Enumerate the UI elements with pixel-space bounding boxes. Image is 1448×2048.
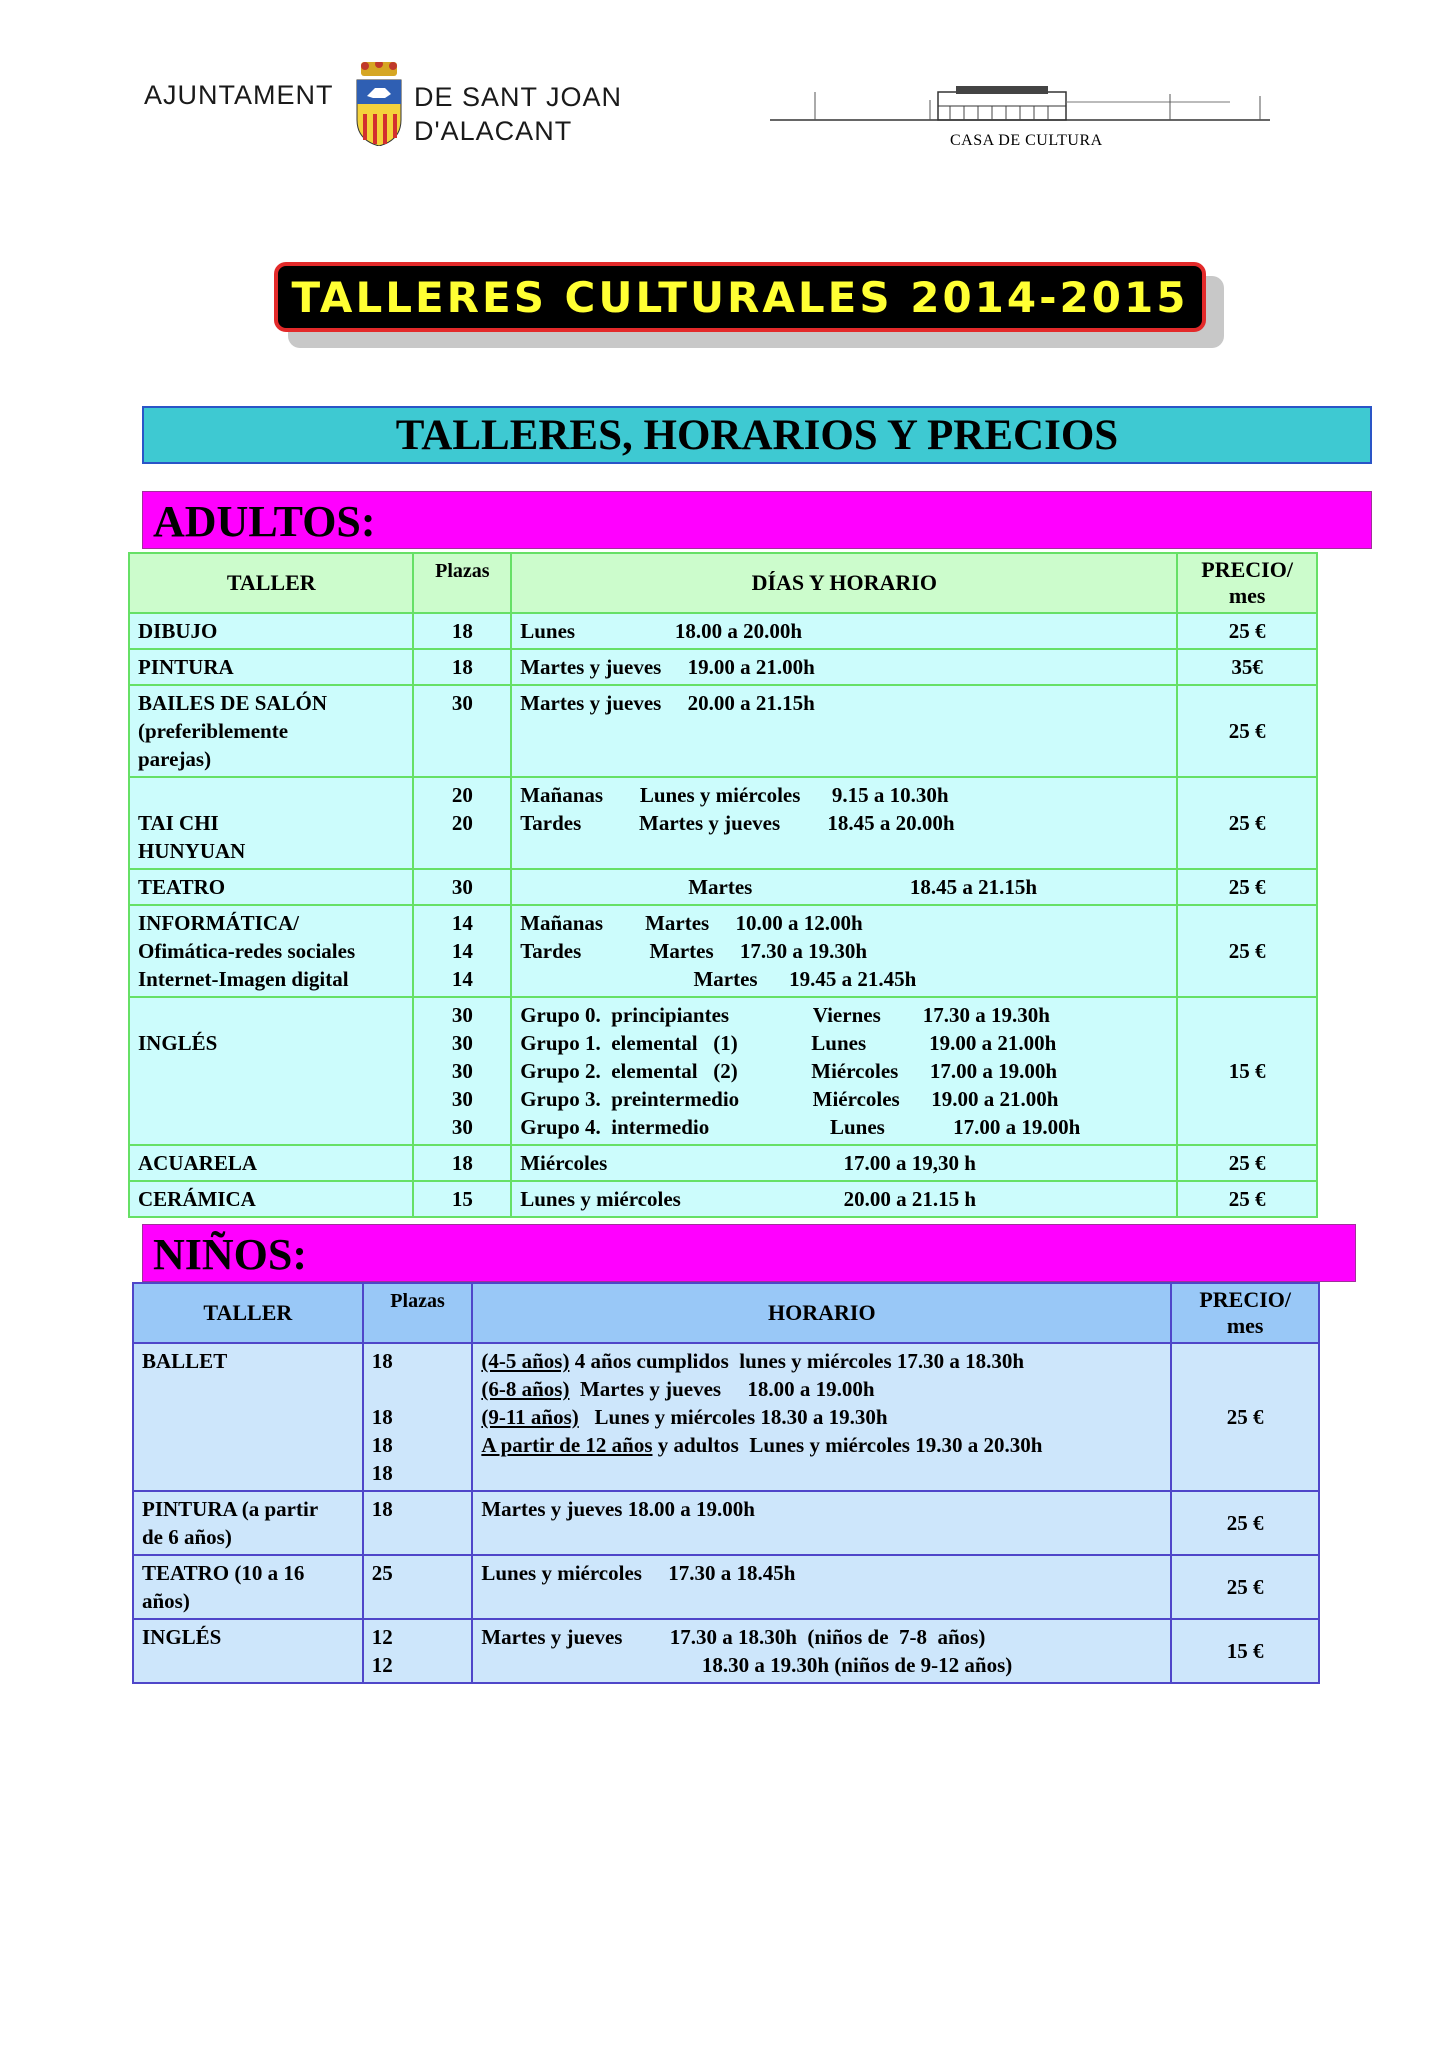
cell-line: Martes y jueves 19.00 a 21.00h xyxy=(520,655,815,679)
cell-line: 15 xyxy=(451,1187,473,1211)
cell-line: 20 xyxy=(451,783,473,807)
table-row xyxy=(129,685,1317,777)
cell-line: INFORMÁTICA/ xyxy=(138,911,299,935)
cell-plazas xyxy=(413,997,511,1145)
cell-line: (preferiblemente xyxy=(138,719,289,743)
cell-taller xyxy=(129,1145,413,1181)
adultos-label: ADULTOS: xyxy=(153,497,376,546)
cell-horario xyxy=(472,1491,1171,1555)
cell-line: BAILES DE SALÓN xyxy=(138,691,328,715)
table-row xyxy=(129,1181,1317,1217)
cell-plazas xyxy=(413,1181,511,1217)
age-group-label: (9-11 años) xyxy=(481,1405,579,1429)
table-row xyxy=(129,869,1317,905)
ninos-header-row xyxy=(133,1283,1319,1343)
table-row xyxy=(133,1619,1319,1683)
cell-line: 12 xyxy=(371,1653,393,1677)
cell-precio: 25 € xyxy=(1177,1145,1317,1181)
ajuntament-logo xyxy=(144,62,634,152)
cell-line: Grupo 0. principiantes Viernes 17.30 a 19.30h xyxy=(520,1003,1050,1027)
header-precio: PRECIO/ mes xyxy=(1171,1283,1319,1343)
cell-line: 14 xyxy=(451,939,473,963)
cell-precio: 25 € xyxy=(1177,1181,1317,1217)
cell-line: 18 xyxy=(371,1433,393,1457)
table-row xyxy=(129,777,1317,869)
cell-taller xyxy=(129,685,413,777)
cell-line: 12 xyxy=(371,1625,393,1649)
table-row xyxy=(133,1555,1319,1619)
cell-line: 18.30 a 19.30h (niños de 9-12 años) xyxy=(481,1653,1013,1677)
cell-line: años) xyxy=(142,1589,190,1613)
ninos-section-bar xyxy=(142,1224,1356,1282)
adultos-header-row xyxy=(129,553,1317,613)
cell-line: 30 xyxy=(451,875,473,899)
ninos-label: NIÑOS: xyxy=(153,1230,308,1279)
cell-taller xyxy=(129,777,413,869)
cell-taller xyxy=(133,1555,363,1619)
cell-taller xyxy=(129,1181,413,1217)
age-group-label: (6-8 años) xyxy=(481,1377,570,1401)
cell-horario xyxy=(511,777,1177,869)
table-row xyxy=(133,1491,1319,1555)
cell-plazas xyxy=(363,1343,473,1491)
cell-line: CERÁMICA xyxy=(138,1187,256,1211)
cell-line: 18 xyxy=(451,619,473,643)
table-row xyxy=(129,905,1317,997)
cell-line: 18 xyxy=(451,655,473,679)
cell-line: HUNYUAN xyxy=(138,839,246,863)
cell-line: 30 xyxy=(451,1003,473,1027)
cell-line: Miércoles 17.00 a 19,30 h xyxy=(520,1151,976,1175)
cell-line: Lunes y miércoles 17.30 a 18.45h xyxy=(481,1561,796,1585)
schedule-text: 4 años cumplidos lunes y miércoles 17.30 a 18.30h xyxy=(569,1349,1025,1373)
cell-line: TEATRO (10 a 16 xyxy=(142,1561,305,1585)
cell-precio: 25 € xyxy=(1177,905,1317,997)
cell-line: Grupo 2. elemental (2) Miércoles 17.00 a 19.00h xyxy=(520,1059,1058,1083)
cell-line: TAI CHI xyxy=(138,811,219,835)
ballet-schedule-line xyxy=(481,1431,1162,1459)
ninos-table xyxy=(132,1282,1320,1684)
cell-line: 18 xyxy=(451,1151,473,1175)
cell-precio: 25 € xyxy=(1177,685,1317,777)
table-row xyxy=(129,997,1317,1145)
cell-precio: 15 € xyxy=(1177,997,1317,1145)
cell-line: de 6 años) xyxy=(142,1525,232,1549)
cell-line: PINTURA (a partir xyxy=(142,1497,319,1521)
cell-line: DIBUJO xyxy=(138,619,218,643)
cell-plazas xyxy=(413,1145,511,1181)
cell-plazas xyxy=(363,1555,473,1619)
cell-line: Martes y jueves 20.00 a 21.15h xyxy=(520,691,815,715)
adultos-section-bar xyxy=(142,491,1372,549)
ajuntament-text: AJUNTAMENT xyxy=(144,80,334,110)
cell-precio: 35€ xyxy=(1177,649,1317,685)
cell-horario xyxy=(511,1145,1177,1181)
cell-taller: BALLET xyxy=(133,1343,363,1491)
cell-precio: 25 € xyxy=(1177,613,1317,649)
cell-line: 25 xyxy=(371,1561,393,1585)
cell-line: 18 xyxy=(371,1405,393,1429)
cell-precio: 25 € xyxy=(1177,869,1317,905)
cell-line xyxy=(138,1001,404,1029)
cell-line: Martes y jueves 17.30 a 18.30h (niños de 7-8 años) xyxy=(481,1625,986,1649)
cell-horario xyxy=(472,1619,1171,1683)
cell-line: Ofimática-redes sociales xyxy=(138,939,356,963)
cell-plazas xyxy=(413,777,511,869)
header-plazas: Plazas xyxy=(413,553,511,613)
cell-line: Martes 19.45 a 21.45h xyxy=(520,967,917,991)
cell-line xyxy=(138,781,404,809)
cell-horario xyxy=(511,905,1177,997)
cell-taller xyxy=(133,1491,363,1555)
cell-line: TEATRO xyxy=(138,875,226,899)
subtitle-banner xyxy=(142,406,1372,464)
age-group-label: (4-5 años) xyxy=(481,1349,570,1373)
table-row xyxy=(129,649,1317,685)
cell-line: INGLÉS xyxy=(138,1031,218,1055)
cell-plazas xyxy=(413,685,511,777)
title-banner xyxy=(274,262,1206,332)
cell-horario xyxy=(511,1181,1177,1217)
cell-line: 30 xyxy=(451,1031,473,1055)
cell-line: 14 xyxy=(451,911,473,935)
adultos-table xyxy=(128,552,1318,1218)
cell-line: ACUARELA xyxy=(138,1151,258,1175)
cell-line: parejas) xyxy=(138,747,212,771)
cell-taller xyxy=(129,869,413,905)
cell-taller xyxy=(133,1619,363,1683)
cell-line: Grupo 1. elemental (1) Lunes 19.00 a 21.00h xyxy=(520,1031,1057,1055)
header-precio: PRECIO/ mes xyxy=(1177,553,1317,613)
cell-horario xyxy=(511,649,1177,685)
schedule-text: y adultos Lunes y miércoles 19.30 a 20.30h xyxy=(652,1433,1043,1457)
cell-line: 30 xyxy=(451,1059,473,1083)
cell-taller xyxy=(129,613,413,649)
de-sant-joan-text: DE SANT JOAN D'ALACANT xyxy=(414,82,623,146)
ballet-schedule-line xyxy=(481,1403,1162,1431)
cell-taller xyxy=(129,649,413,685)
page-title: TALLERES CULTURALES 2014-2015 xyxy=(291,272,1189,322)
header-taller: TALLER xyxy=(133,1283,363,1343)
cell-plazas xyxy=(413,613,511,649)
cell-line: Martes y jueves 18.00 a 19.00h xyxy=(481,1497,755,1521)
cell-plazas xyxy=(413,869,511,905)
cell-plazas xyxy=(413,649,511,685)
cell-line: Grupo 4. intermedio Lunes 17.00 a 19.00h xyxy=(520,1115,1081,1139)
cell-horario xyxy=(511,685,1177,777)
header-dias-horario: DÍAS Y HORARIO xyxy=(511,553,1177,613)
table-row xyxy=(133,1343,1319,1491)
ballet-schedule-line xyxy=(481,1375,1162,1403)
header-plazas: Plazas xyxy=(363,1283,473,1343)
ballet-schedule-line xyxy=(481,1347,1162,1375)
cell-plazas xyxy=(413,905,511,997)
schedule-text: Lunes y miércoles 18.30 a 19.30h xyxy=(578,1405,888,1429)
coat-of-arms-icon xyxy=(351,62,407,146)
cell-plazas xyxy=(363,1491,473,1555)
cell-line: 14 xyxy=(451,967,473,991)
cell-horario xyxy=(472,1555,1171,1619)
header-horario: HORARIO xyxy=(472,1283,1171,1343)
cell-line: 18 xyxy=(371,1349,393,1373)
cell-line: Tardes Martes y jueves 18.45 a 20.00h xyxy=(520,811,955,835)
cell-line: Lunes y miércoles 20.00 a 21.15 h xyxy=(520,1187,976,1211)
casa-de-cultura-logo xyxy=(770,82,1280,162)
cell-line: 18 xyxy=(371,1461,393,1485)
cell-line: Mañanas Lunes y miércoles 9.15 a 10.30h xyxy=(520,783,949,807)
cell-line: 20 xyxy=(451,811,473,835)
cell-line: 30 xyxy=(451,691,473,715)
cell-line: 30 xyxy=(451,1115,473,1139)
cell-line: Martes 18.45 a 21.15h xyxy=(520,875,1038,899)
cell-taller xyxy=(129,905,413,997)
cell-horario xyxy=(511,869,1177,905)
casa-de-cultura-label: CASA DE CULTURA xyxy=(950,132,1103,149)
cell-precio: 25 € xyxy=(1177,777,1317,869)
cell-precio: 25 € xyxy=(1171,1491,1319,1555)
cell-line: Tardes Martes 17.30 a 19.30h xyxy=(520,939,868,963)
schedule-text: Martes y jueves 18.00 a 19.00h xyxy=(569,1377,875,1401)
cell-line: PINTURA xyxy=(138,655,234,679)
subtitle: TALLERES, HORARIOS Y PRECIOS xyxy=(395,411,1119,459)
cell-line: Grupo 3. preintermedio Miércoles 19.00 a 21.00h xyxy=(520,1087,1059,1111)
building-icon xyxy=(770,82,1280,132)
cell-horario xyxy=(511,613,1177,649)
cell-horario xyxy=(511,997,1177,1145)
cell-line: INGLÉS xyxy=(142,1625,222,1649)
age-group-label: A partir de 12 años xyxy=(481,1433,653,1457)
cell-taller xyxy=(129,997,413,1145)
cell-precio: 15 € xyxy=(1171,1619,1319,1683)
cell-line: Internet-Imagen digital xyxy=(138,967,349,991)
header-taller: TALLER xyxy=(129,553,413,613)
cell-precio: 25 € xyxy=(1171,1555,1319,1619)
cell-line: 18 xyxy=(371,1497,393,1521)
table-row xyxy=(129,1145,1317,1181)
cell-line: 30 xyxy=(451,1087,473,1111)
table-row xyxy=(129,613,1317,649)
cell-line xyxy=(372,1375,464,1403)
cell-plazas xyxy=(363,1619,473,1683)
cell-precio: 25 € xyxy=(1171,1343,1319,1491)
cell-line: Lunes 18.00 a 20.00h xyxy=(520,619,803,643)
cell-line: Mañanas Martes 10.00 a 12.00h xyxy=(520,911,863,935)
cell-horario xyxy=(472,1343,1171,1491)
